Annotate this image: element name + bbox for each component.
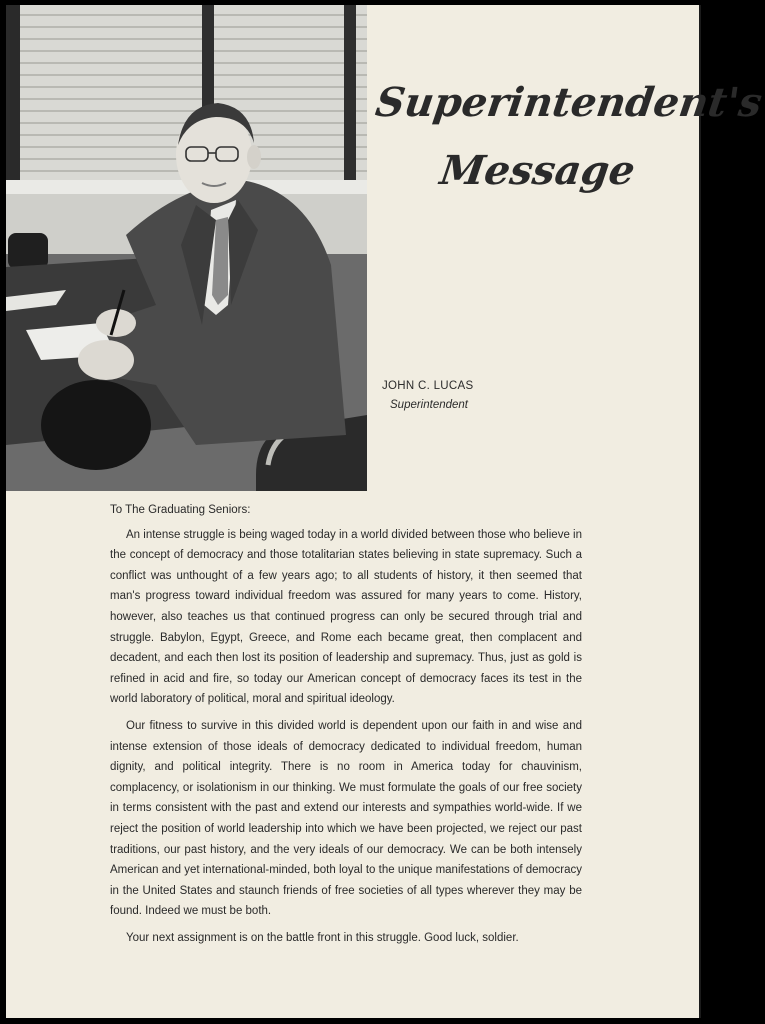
title-line-1: Superintendent's <box>372 79 765 126</box>
photo-caption-name: JOHN C. LUCAS <box>382 380 474 392</box>
page-title <box>372 79 765 194</box>
letter-paragraph-1: An intense struggle is being waged today in a world divided between those who believe in the concept of democracy and those totalitarian states believing in state supremacy. Such a conflict was unthought of a few years ago; to all students of history, it then seemed that man's progress toward individual freedom was assured for many years to come. History, however, also teaches us that continued progress can only be secured through trial and struggle. Babylon, Egypt, Greece, and Rome each became great, then complacent and decadent, and each then lost its position of leadership and supremacy. Thus, just as gold is refined in acid and fire, so today our American concept of democracy faces its test in the world laboratory of political, moral and spiritual ideology. <box>110 528 582 706</box>
letter-salutation: To The Graduating Seniors: <box>110 504 251 516</box>
letter-paragraph-3: Your next assignment is on the battle front in this struggle. Good luck, soldier. <box>126 931 519 944</box>
photo-caption-role: Superintendent <box>390 399 469 411</box>
portrait-photo-illustration <box>6 5 367 491</box>
title-line-2: Message <box>437 147 638 194</box>
letter-paragraph-2: Our fitness to survive in this divided world is dependent upon our faith in and wise and intense extension of those ideals of democracy dedicated to individual freedom, human dignity, and political integrity. There is no room in America today for chauvinism, complacency, or isolationism in our thinking. We must formulate the goals of our free society in terms consistent with the past and extend our interests and sympathies world-wide. If we reject the position of world leadership into which we have been projected, we reject our past traditions, our past history, and the very ideals of our democracy. We can be both intensely American and yet international-minded, both loyal to the unique manifestations of democracy in the United States and staunch friends of free societies of all types wherever they may be found. Indeed we must be both. <box>110 719 582 918</box>
yearbook-page <box>6 5 765 1018</box>
letter-body <box>110 500 582 954</box>
superintendent-photo <box>6 5 367 491</box>
